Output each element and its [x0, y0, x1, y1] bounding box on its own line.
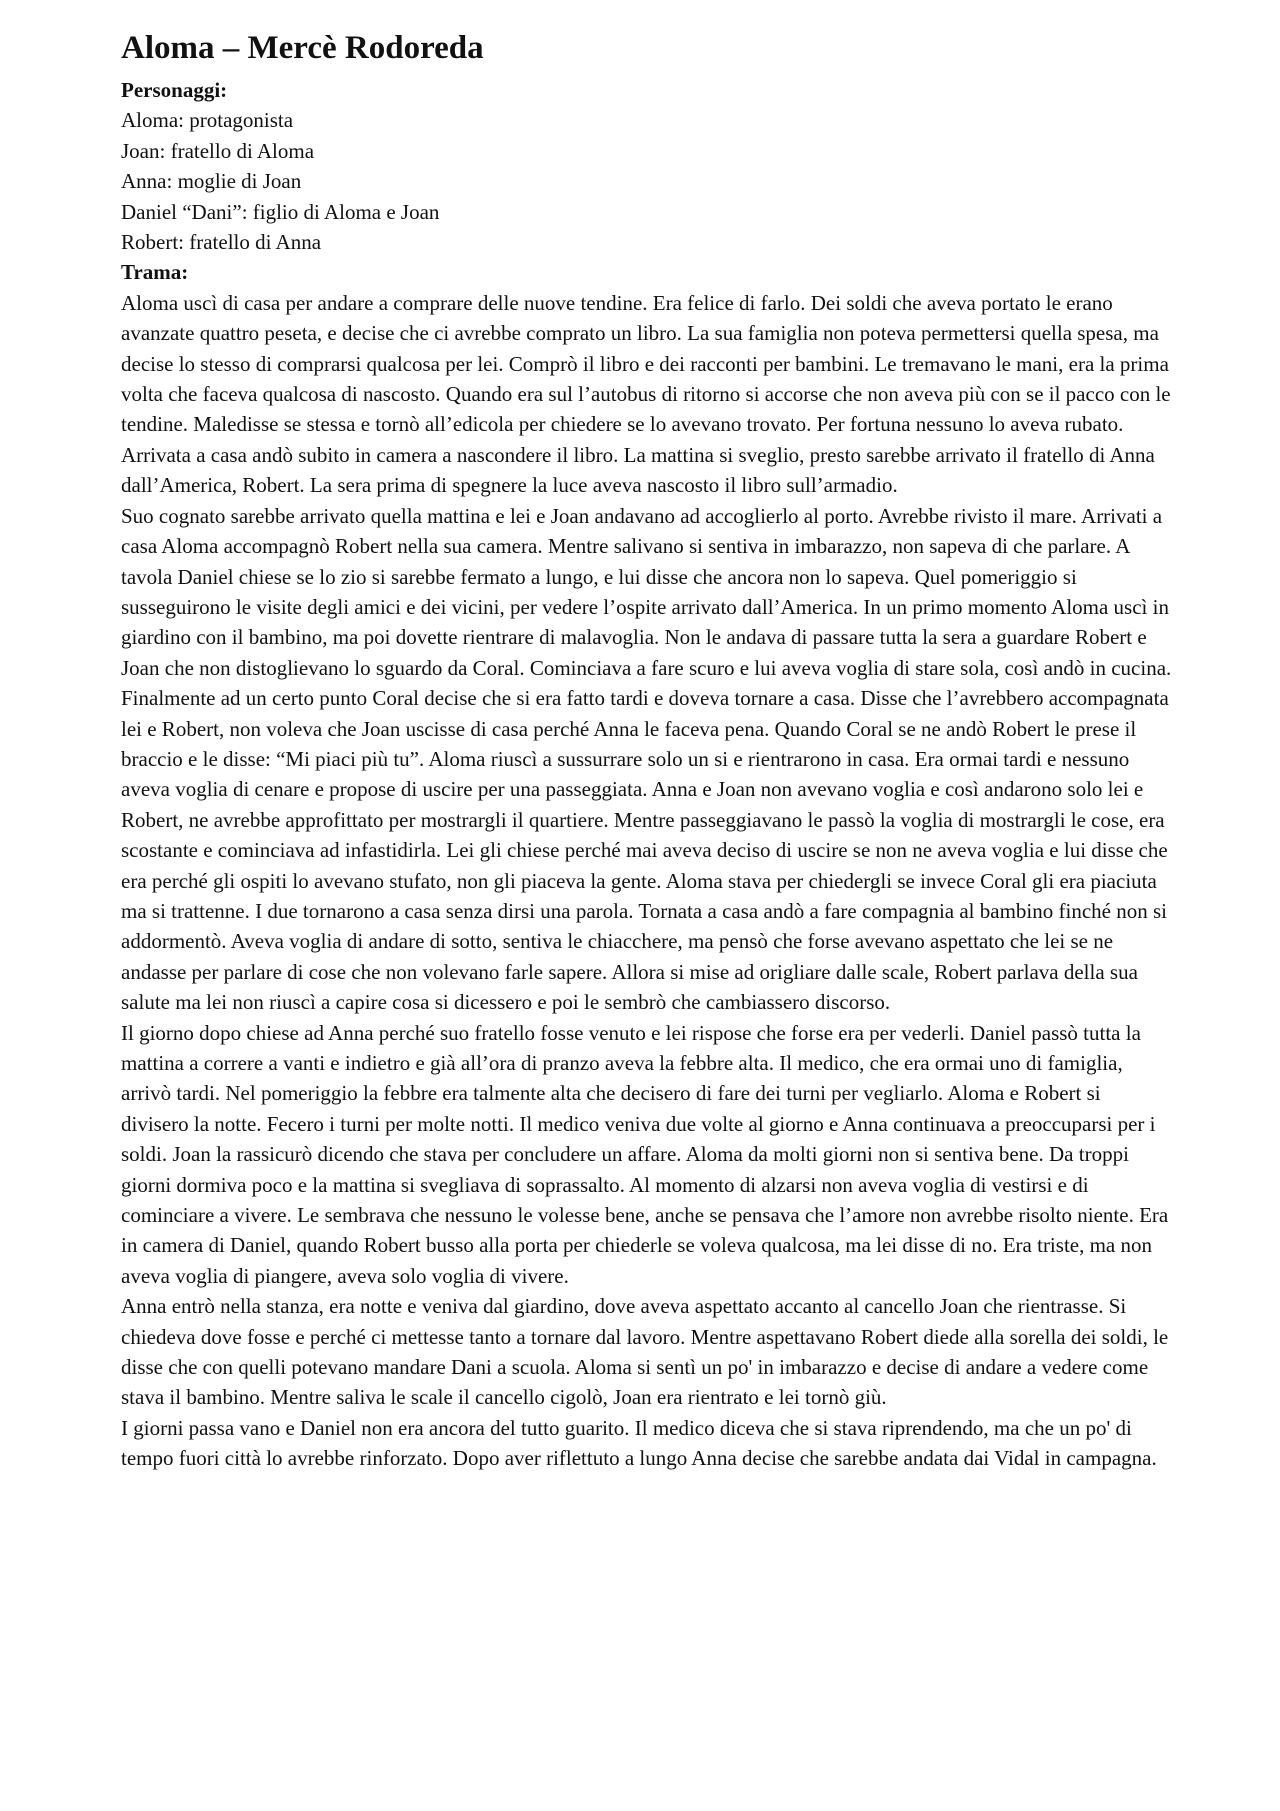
plot-paragraph: Suo cognato sarebbe arrivato quella mattina e lei e Joan andavano ad accoglierlo al porto. Avrebbe rivisto il mare. Arrivati a casa Aloma accompagnò Robert nella sua camera. Mentre salivano si sentiva in imbarazzo, non sapeva di che parlare. A tavola Daniel chiese se lo zio si sarebbe fermato a lungo, e lui disse che ancora non lo sapeva. Quel pomeriggio si susseguirono le visite degli amici e dei vicini, per vedere l’ospite arrivato dall’America. In un primo momento Aloma uscì in giardino con il bambino, ma poi dovette rientrare di malavoglia. Non le andava di passare tutta la sera a guardare Robert e Joan che non distoglievano lo sguardo da Coral. Cominciava a fare scuro e lui aveva voglia di stare sola, così andò in cucina. Finalmente ad un certo punto Coral decise che si era fatto tardi e doveva tornare a casa. Disse che l’avrebbero accompagnata lei e Robert, non voleva che Joan uscisse di casa perché Anna le faceva pena. Quando Coral se ne andò Robert le prese il braccio e le disse: “Mi piaci più tu”. Aloma riuscì a sussurrare solo un si e rientrarono in casa. Era ormai tardi e nessuno aveva voglia di cenare e propose di uscire per una passeggiata. Anna e Joan non avevano voglia e così andarono solo lei e Robert, ne avrebbe approfittato per mostrargli il quartiere. Mentre passeggiavano le passò la voglia di mostrargli le cose, era scostante e cominciava ad infastidirla. Lei gli chiese perché mai aveva deciso di uscire se non ne aveva voglia e lui disse che era perché gli ospiti lo avevano stufato, non gli piaceva la gente. Aloma stava per chiedergli se invece Coral gli era piaciuta ma si trattenne. I due tornarono a casa senza dirsi una parola. Tornata a casa andò a fare compagnia al bambino finché non si addormentò. Aveva voglia di andare di sotto, sentiva le chiacchere, ma pensò che forse avevano aspettato che lei se ne andasse per parlare di cose che non volevano farle sapere. Allora si mise ad origliare dalle scale, Robert parlava della sua salute ma lei non riuscì a capire cosa si dicessero e poi le sembrò che cambiassero discorso.: [121, 503, 1172, 1015]
document-page: [121, 28, 1173, 1474]
plot-paragraph: Il giorno dopo chiese ad Anna perché suo fratello fosse venuto e lei rispose che forse era per vederli. Daniel passò tutta la mattina a correre a vanti e indietro e già all’ora di pranzo aveva la febbre alta. Il medico, che era ormai uno di famiglia, arrivò tardi. Nel pomeriggio la febbre era talmente alta che decisero di fare dei turni per vegliarlo. Aloma e Robert si divisero la notte. Fecero i turni per molte notti. Il medico veniva due volte al giorno e Anna continuava a preoccuparsi per i soldi. Joan la rassicurò dicendo che stava per concludere un affare. Aloma da molti giorni non si sentiva bene. Da troppi giorni dormiva poco e la mattina si svegliava di soprassalto. Al momento di alzarsi non aveva voglia di vestirsi e di cominciare a vivere. Le sembrava che nessuno le volesse bene, anche se pensava che l’amore non avrebbe risolto niente. Era in camera di Daniel, quando Robert busso alla porta per chiederle se voleva qualcosa, ma lei disse di no. Era triste, ma non aveva voglia di piangere, aveva solo voglia di vivere.: [121, 1020, 1169, 1288]
character-item: Daniel “Dani”: figlio di Aloma e Joan: [121, 199, 440, 224]
plot-body: [121, 288, 1173, 1474]
character-item: Aloma: protagonista: [121, 108, 294, 133]
plot-paragraph: Aloma uscì di casa per andare a comprare delle nuove tendine. Era felice di farlo. Dei soldi che aveva portato le erano avanzate quattro peseta, e decise che ci avrebbe comprato un libro. La sua famiglia non poteva permettersi quella spesa, ma decise lo stesso di comprarsi qualcosa per lei. Comprò il libro e dei racconti per bambini. Le tremavano le mani, era la prima volta che faceva qualcosa di nascosto. Quando era sul l’autobus di ritorno si accorse che non aveva più con se il pacco con le tendine. Maledisse se stessa e tornò all’edicola per chiedere se lo avevano trovato. Per fortuna nessuno lo aveva rubato. Arrivata a casa andò subito in camera a nascondere il libro. La mattina si sveglio, presto sarebbe arrivato il fratello di Anna dall’America, Robert. La sera prima di spegnere la luce aveva nascosto il libro sull’armadio.: [121, 290, 1171, 498]
character-item: Robert: fratello di Anna: [121, 230, 322, 255]
character-item: Joan: fratello di Aloma: [121, 138, 315, 163]
page-title: Aloma – Mercè Rodoreda: [121, 30, 484, 66]
characters-list: [121, 105, 1173, 257]
plot-paragraph: I giorni passa vano e Daniel non era ancora del tutto guarito. Il medico diceva che si stava riprendendo, ma che un po' di tempo fuori città lo avrebbe rinforzato. Dopo aver riflettuto a lungo Anna decise che sarebbe andata dai Vidal in campagna.: [121, 1415, 1157, 1471]
character-item: Anna: moglie di Joan: [121, 169, 302, 194]
plot-heading: Trama:: [121, 260, 189, 285]
plot-paragraph: Anna entrò nella stanza, era notte e veniva dal giardino, dove aveva aspettato accanto al cancello Joan che rientrasse. Si chiedeva dove fosse e perché ci mettesse tanto a tornare dal lavoro. Mentre aspettavano Robert diede alla sorella dei soldi, le disse che con quelli potevano mandare Dani a scuola. Aloma si sentì un po' in imbarazzo e decise di andare a vedere come stava il bambino. Mentre saliva le scale il cancello cigolò, Joan era rientrato e lei tornò giù.: [121, 1294, 1169, 1410]
characters-heading: Personaggi:: [121, 78, 228, 102]
